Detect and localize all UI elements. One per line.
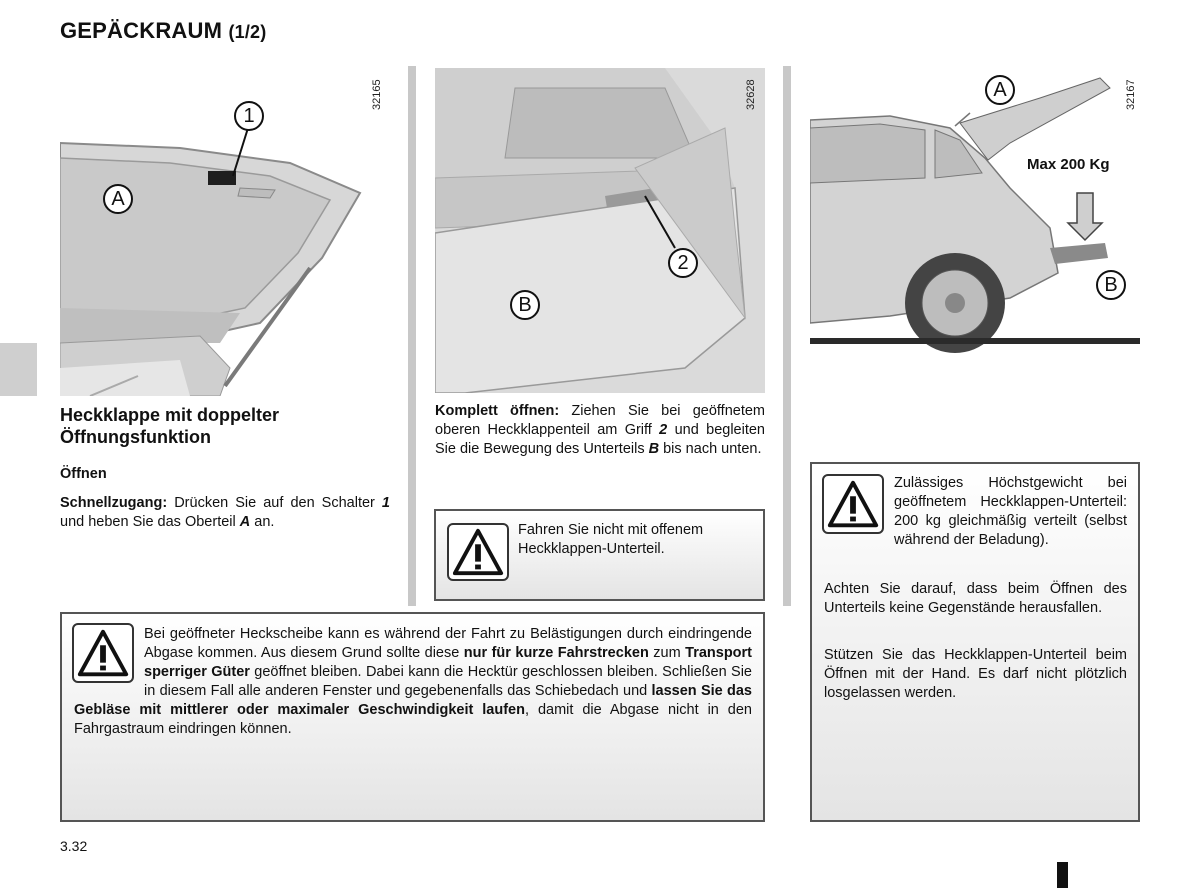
subheading-open: Öffnen [60,466,107,482]
warning-text-middle: Fahren Sie nicht mit offenem Heckklappen-Unterteil. [518,522,704,557]
column-divider [408,66,416,606]
edge-marker [1057,862,1068,888]
section-heading: Heckklappe mit doppelter Öffnungsfunktion [60,405,280,447]
figure-ref-right: 32167 [1125,79,1137,110]
callout-B-middle: B [510,290,540,320]
figure-tailgate-load [810,68,1140,368]
full-open-paragraph: Komplett öffnen: Ziehen Sie bei geöffnetem oberen Heckklappenteil am Griff 2 und begleiten Sie die Bewegung des Unterteils B bis nach unten. [435,403,766,457]
section-tab [0,343,37,396]
figure-tailgate-handle [435,68,765,393]
warning-text-exhaust: Bei geöffneter Heckscheibe kann es während der Fahrt zu Belästigungen durch eindringende Abgase kommen. Aus diesem Grund sollte diese nur für kurze Fahrstrecken zum Transport sperriger Güter geöffnet bleiben. Dabei kann die Hecktür geschlossen bleiben. Schließen Sie in diesem Fall alle anderen Fenster und gegebenenfalls das Schiebedach und lassen Sie das Gebläse mit mittlerer oder maximaler Geschwindigkeit laufen, damit die Abgase nicht in den Fahrgastraum eindringen können. [74,626,753,737]
figure-tailgate-switch [60,68,387,396]
quick-access-paragraph: Schnellzugang: Drücken Sie auf den Schalter 1 und heben Sie das Oberteil A an. [60,495,390,530]
max-weight-text: Zulässiges Höchstgewicht bei geöffnetem Heckklappen-Unterteil: 200 kg gleichmäßig verteilt (selbst während der Beladung). [894,475,1127,548]
callout-A-left: A [103,184,133,214]
warning-box-middle [434,509,765,601]
figure-ref-left: 32165 [371,79,383,110]
support-hand-text: Stützen Sie das Heckklappen-Unterteil beim Öffnen mit der Hand. Es darf nicht plötzlich losgelassen werden. [824,647,1127,701]
items-fall-text: Achten Sie darauf, dass beim Öffnen des Unterteils keine Gegenstände herausfallen. [824,581,1127,616]
tailgate-load-illustration [810,68,1140,368]
warning-box-max-weight [810,462,1140,822]
warning-triangle-icon [447,523,509,581]
tailgate-switch-illustration [60,68,387,396]
column-divider [783,66,791,606]
max-load-label: Max 200 Kg [1027,156,1110,173]
page-number: 3.32 [60,838,88,854]
figure-ref-middle: 32628 [745,79,757,110]
page-title-suffix: (1/2) [228,22,267,42]
page-title: GEPÄCKRAUM (1/2) [60,18,267,43]
callout-B-right: B [1096,270,1126,300]
callout-2: 2 [668,248,698,278]
callout-A-right: A [985,75,1015,105]
warning-box-exhaust [60,612,765,822]
callout-1: 1 [234,101,264,131]
tailgate-handle-illustration [435,68,765,393]
